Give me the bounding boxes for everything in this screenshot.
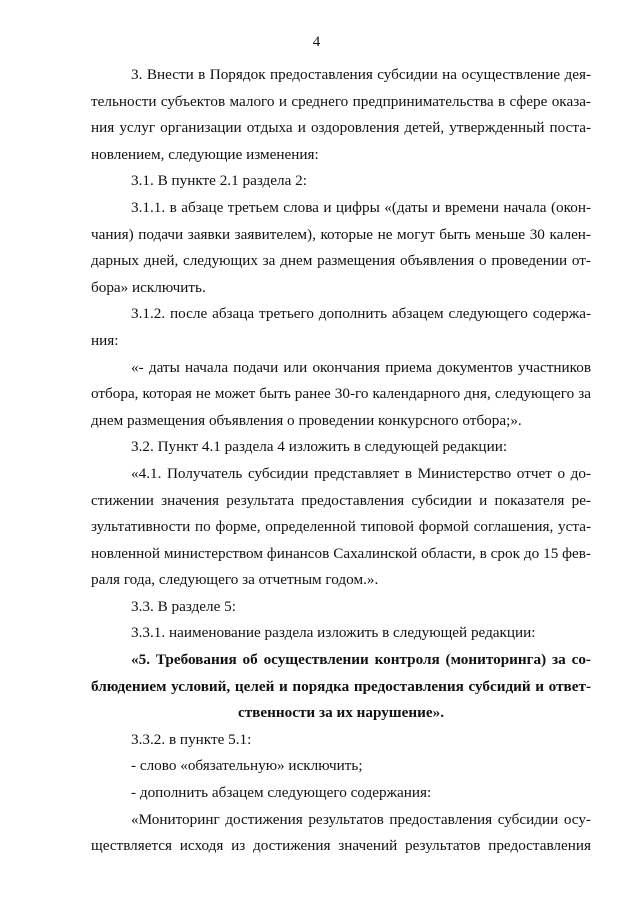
document-body	[91, 62, 591, 860]
text-line: 3.1. В пункте 2.1 раздела 2:	[131, 172, 307, 190]
text-line: тельности субъектов малого и среднего предпринимательства в сфере оказа-	[91, 92, 591, 110]
text-line: ния услуг организации отдыха и оздоровления детей, утвержденный поста-	[91, 119, 591, 137]
text-line: ществляется исходя из достижения значений результатов предоставления	[91, 837, 591, 855]
text-line: «Мониторинг достижения результатов предоставления субсидии осу-	[131, 810, 591, 828]
text-line: ственности за их нарушение».	[237, 704, 444, 722]
text-line: - дополнить абзацем следующего содержания:	[131, 784, 432, 802]
text-line: новлением, следующие изменения:	[91, 145, 319, 163]
text-line: 3.3.2. в пункте 5.1:	[131, 730, 252, 748]
text-line: 3.1.1. в абзаце третьем слова и цифры «(даты и времени начала (окон-	[131, 198, 591, 216]
text-line: 3. Внести в Порядок предоставления субсидии на осуществление дея-	[131, 66, 591, 83]
text-line: 3.2. Пункт 4.1 раздела 4 изложить в следующей редакции:	[131, 438, 508, 456]
text-line: бора» исключить.	[91, 278, 206, 296]
page-number: 4	[312, 34, 321, 50]
text-line: новленной министерством финансов Сахалинской области, в срок до 15 фев-	[91, 544, 591, 562]
text-line: «- даты начала подачи или окончания приема документов участников	[131, 358, 591, 376]
text-line: «5. Требования об осуществлении контроля (мониторинга) за со-	[131, 651, 591, 669]
text-line: раля года, следующего за отчетным годом.».	[91, 571, 379, 589]
text-line: зультативности по форме, определенной типовой формой соглашения, уста-	[91, 518, 591, 536]
text-line: днем размещения объявления о проведении конкурсного отбора;».	[91, 411, 522, 429]
text-line: 3.3.1. наименование раздела изложить в следующей редакции:	[131, 624, 536, 642]
text-line: чания) подачи заявки заявителем), которые не могут быть меньше 30 кален-	[91, 225, 591, 243]
text-line: «4.1. Получатель субсидии представляет в Министерство отчет о до-	[131, 464, 591, 482]
text-line: блюдением условий, целей и порядка предоставления субсидий и ответ-	[91, 677, 591, 695]
text-line: стижении значения результата предоставления субсидии и показателя ре-	[91, 491, 591, 509]
text-line: 3.1.2. после абзаца третьего дополнить абзацем следующего содержа-	[131, 305, 591, 323]
text-line: отбора, которая не может быть ранее 30-го календарного дня, следующего за	[91, 385, 591, 403]
text-line: 3.3. В разделе 5:	[131, 597, 236, 615]
text-line: - слово «обязательную» исключить;	[131, 757, 363, 775]
text-line: дарных дней, следующих за днем размещения объявления о проведении от-	[91, 252, 591, 270]
text-line: ния:	[91, 331, 119, 349]
